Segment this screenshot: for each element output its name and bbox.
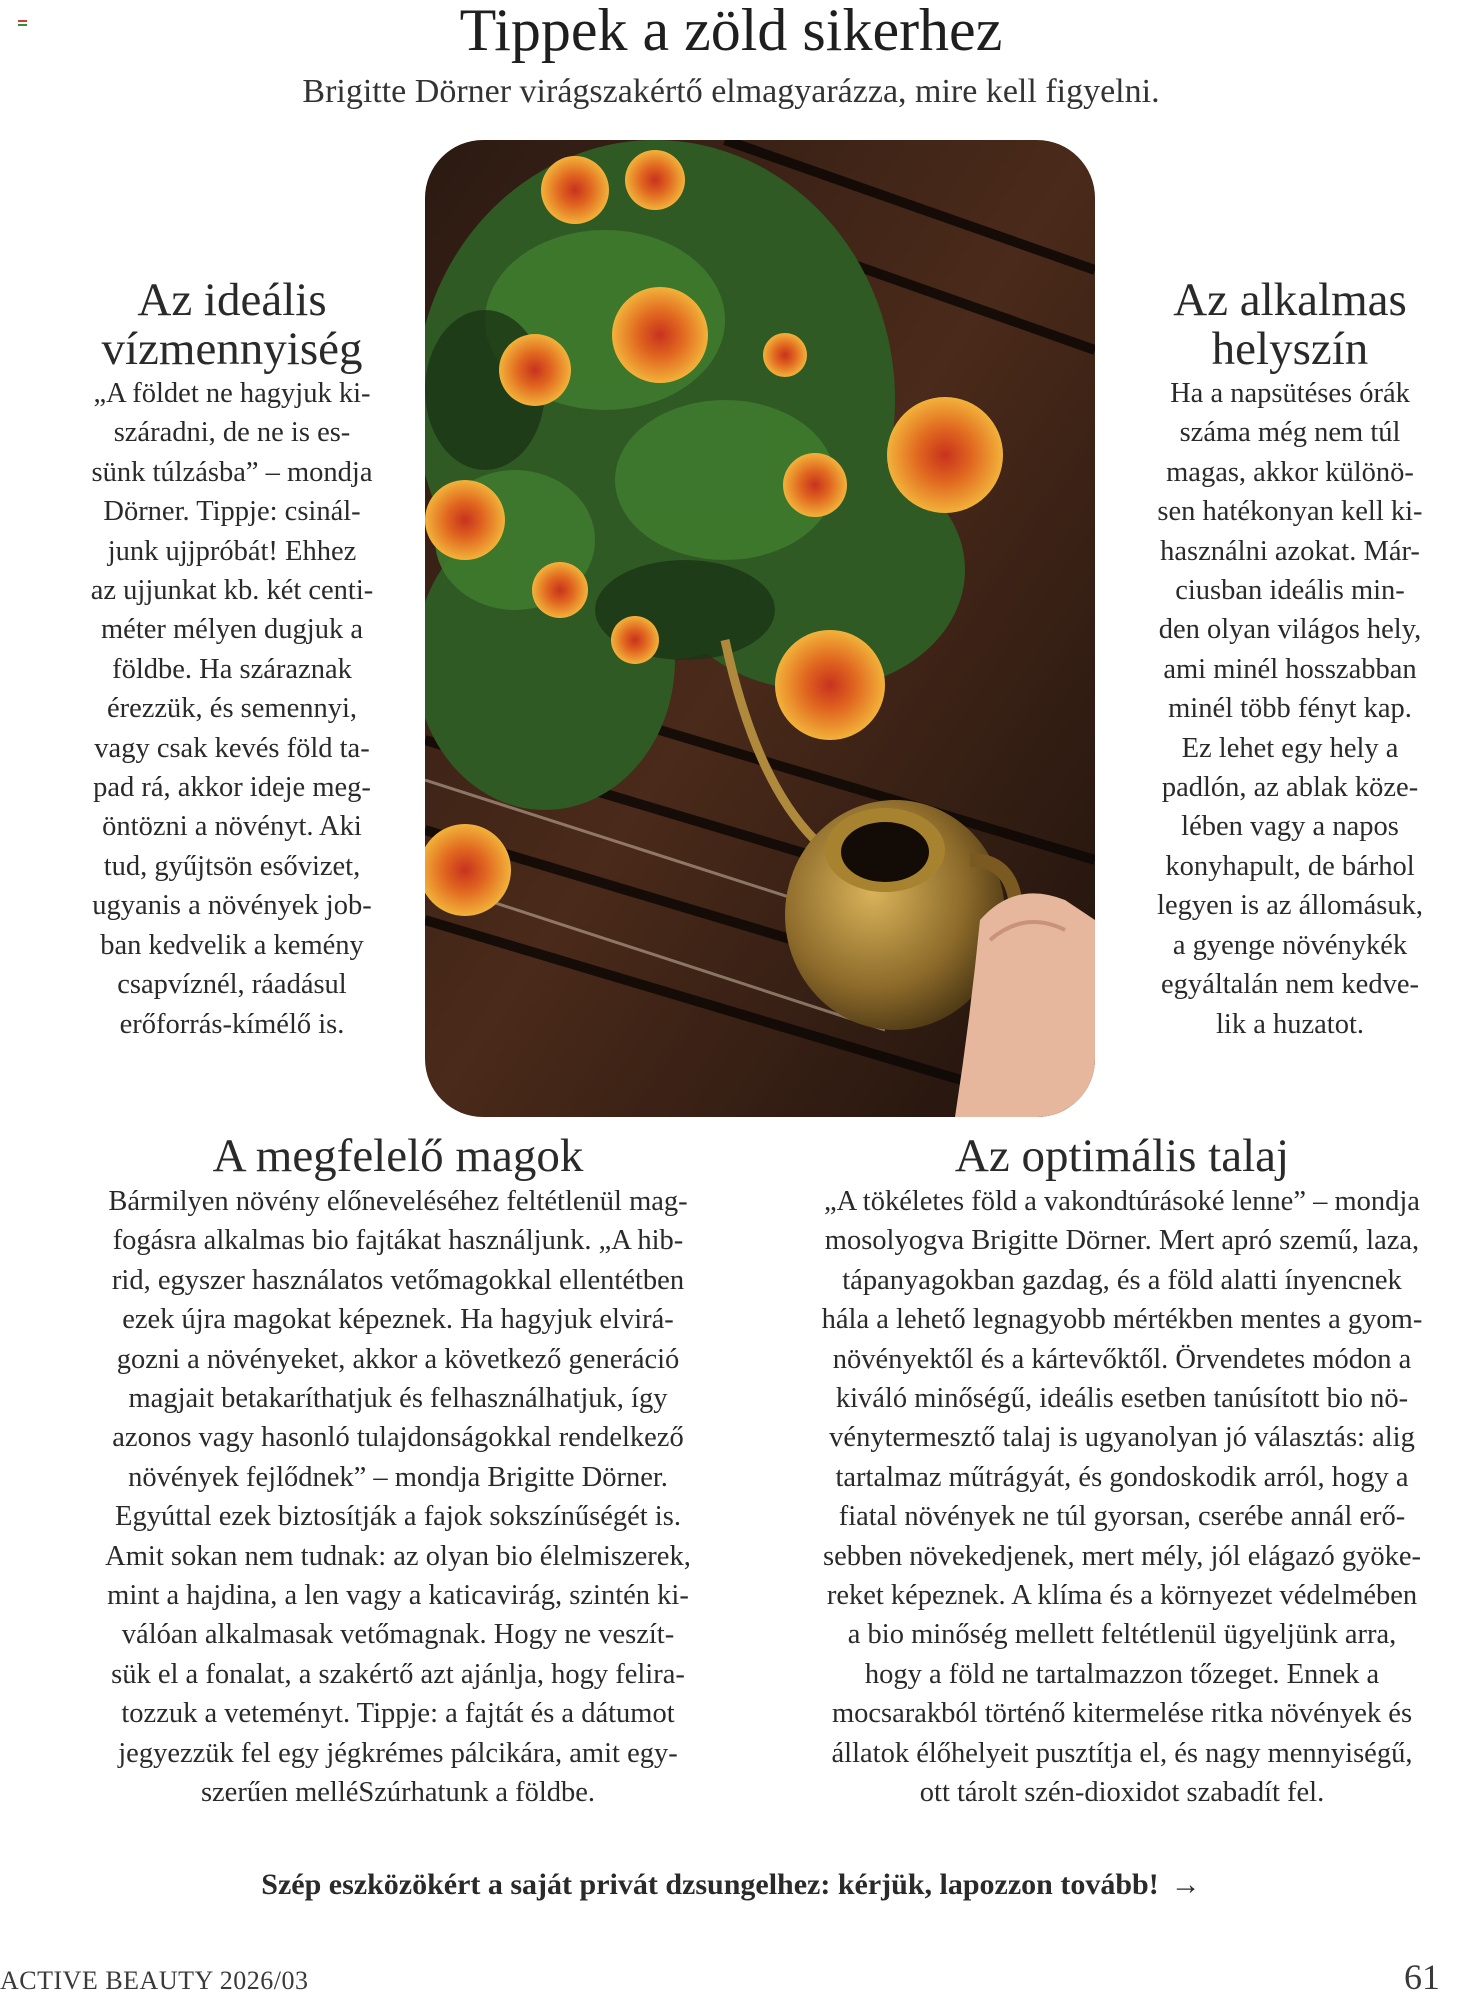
text-line: ugyanis a növények job- <box>92 890 372 922</box>
text-line: azonos vagy hasonló tulajdonságokkal rendelkező <box>112 1422 684 1454</box>
text-line: száradni, de ne is es- <box>113 417 351 449</box>
text-line: földbe. Ha száraznak <box>112 653 352 685</box>
page-subtitle: Brigitte Dörner virágszakértő elmagyarázza, mire kell figyelni. <box>302 73 1160 110</box>
text-line: tud, gyűjtsön esővizet, <box>103 850 361 882</box>
text-line: az ujjunkat kb. két centi- <box>90 575 374 607</box>
text-line: száma még nem túl <box>1179 417 1401 449</box>
text-line: sebben növekedjenek, mert mély, jól elágazó gyöke- <box>822 1540 1421 1572</box>
text-line: tartalmaz műtrágyát, és gondoskodik arról, hogy a <box>835 1461 1409 1493</box>
text-line: a bio minőség mellett feltétlenül ügyeljünk arra, <box>847 1619 1397 1651</box>
text-line: minél több fényt kap. <box>1168 693 1412 725</box>
arrow-right-icon: → <box>1170 1868 1201 1901</box>
text-line: lében vagy a napos <box>1181 811 1399 843</box>
cta-text: Szép eszközökért a saját privát dzsungelhez: kérjük, lapozzon tovább! <box>261 1868 1159 1901</box>
section-seeds-heading: A megfelelő magok <box>212 1130 584 1182</box>
text-line: mosolyogva Brigitte Dörner. Mert apró szemű, laza, <box>824 1225 1420 1257</box>
text-line: a gyenge növénykék <box>1172 929 1408 961</box>
text-line: méter mélyen dugjuk a <box>101 614 363 646</box>
section-seeds <box>68 1130 728 1813</box>
section-location-body <box>1125 374 1455 1044</box>
text-line: ciusban ideális min- <box>1175 575 1405 607</box>
text-line: ban kedvelik a kemény <box>100 929 364 961</box>
marigold-photo <box>425 140 1095 1117</box>
text-line: növények fejlődnek” – mondja Brigitte Dörner. <box>128 1461 668 1493</box>
text-line: egyáltalán nem kedve- <box>1161 969 1419 1001</box>
text-line: legyen is az állomásuk, <box>1157 890 1423 922</box>
text-line: den olyan világos hely, <box>1158 614 1422 646</box>
text-line: sen hatékonyan kell ki- <box>1157 496 1423 528</box>
section-soil <box>782 1130 1462 1813</box>
text-line: gozni a növényeket, akkor a következő generáció <box>116 1343 680 1375</box>
text-line: ami minél hosszabban <box>1163 653 1417 685</box>
section-location-heading <box>1125 276 1455 374</box>
text-line: öntözni a növényt. Aki <box>102 811 362 843</box>
text-line: Ha a napsütéses órák <box>1170 378 1410 409</box>
text-line: „A tökéletes föld a vakondtúrásoké lenne” – mondja <box>824 1186 1420 1217</box>
text-line: Bármilyen növény előneveléséhez feltétlenül mag- <box>108 1186 688 1217</box>
heading-line: Az alkalmas <box>1173 274 1407 326</box>
text-line: növényektől és a kártevőktől. Örvendetes módon a <box>832 1343 1412 1375</box>
text-line: szerűen melléSzúrhatunk a földbe. <box>200 1777 596 1809</box>
text-line: fiatal növények ne túl gyorsan, cserébe annál erő- <box>838 1501 1406 1533</box>
text-line: mocsarakból történő kitermelése ritka növények és <box>831 1698 1413 1730</box>
text-line: ott tárolt szén-dioxidot szabadít fel. <box>919 1777 1325 1809</box>
heading-line: helyszín <box>1211 323 1369 375</box>
text-line: magas, akkor különö- <box>1166 456 1414 488</box>
text-line: állatok élőhelyeit pusztítja el, és nagy mennyiségű, <box>831 1737 1413 1769</box>
page-title: Tippek a zöld sikerhez <box>459 0 1003 63</box>
text-line: „A földet ne hagyjuk ki- <box>93 378 371 409</box>
section-water-body <box>72 374 392 1044</box>
text-line: lik a huzatot. <box>1216 1008 1364 1040</box>
text-line: tozzuk a veteményt. Tippje: a fajtát és a dátumot <box>121 1698 675 1730</box>
text-line: Dörner. Tippje: csinál- <box>103 496 361 528</box>
text-line: pad rá, akkor ideje meg- <box>93 772 371 804</box>
section-seeds-body <box>68 1182 728 1813</box>
text-line: csapvíznél, ráadásul <box>117 969 347 1001</box>
heading-line: vízmennyiség <box>101 323 363 375</box>
magazine-issue: ACTIVE BEAUTY 2026/03 <box>0 1966 309 1995</box>
text-line: fogásra alkalmas bio fajtákat használjunk. „A hib- <box>112 1225 684 1257</box>
text-line: ezek újra magokat képeznek. Ha hagyjuk elvirá- <box>122 1304 674 1336</box>
text-line: hogy a föld ne tartalmazzon tőzeget. Ennek a <box>864 1658 1380 1690</box>
text-line: érezzük, és semennyi, <box>106 693 358 725</box>
text-line: jegyezzük fel egy jégkrémes pálcikára, amit egy- <box>118 1737 678 1769</box>
text-line: rid, egyszer használatos vetőmagokkal ellentétben <box>111 1264 685 1296</box>
section-water <box>72 276 392 1044</box>
section-water-heading <box>72 276 392 374</box>
heading-line: Az ideális <box>137 274 327 326</box>
section-soil-body <box>782 1182 1462 1813</box>
marigold-watering-can-image <box>425 140 1095 1117</box>
text-line: padlón, az ablak köze- <box>1161 772 1419 804</box>
text-line: hála a lehető legnagyobb mértékben mentes a gyom- <box>821 1304 1423 1336</box>
text-line: Ez lehet egy hely a <box>1181 732 1399 764</box>
page-number: 61 <box>1404 1957 1440 1997</box>
text-line: vagy csak kevés föld ta- <box>94 732 370 764</box>
text-line: reket képeznek. A klíma és a környezet védelmében <box>826 1580 1418 1612</box>
text-line: magjait betakaríthatjuk és felhasználhatjuk, így <box>128 1383 668 1415</box>
text-line: Amit sokan nem tudnak: az olyan bio élelmiszerek, <box>105 1540 691 1572</box>
text-line: tápanyagokban gazdag, és a föld alatti ínyencnek <box>842 1264 1402 1296</box>
text-line: Egyúttal ezek biztosítják a fajok sokszínűségét is. <box>115 1501 681 1533</box>
text-line: válóan alkalmasak vetőmagnak. Hogy ne veszít- <box>121 1619 675 1651</box>
text-line: vénytermesztő talaj is ugyanolyan jó választás: alig <box>829 1422 1415 1454</box>
section-soil-heading: Az optimális talaj <box>954 1130 1290 1182</box>
text-line: sük el a fonalat, a szakértő azt ajánlja, hogy felira- <box>111 1658 685 1690</box>
text-line: kiváló minőségű, ideális esetben tanúsított bio nö- <box>835 1383 1409 1415</box>
continue-reading-note <box>0 1868 1462 1902</box>
text-line: konyhapult, de bárhol <box>1165 850 1415 882</box>
text-line: használni azokat. Már- <box>1160 535 1420 567</box>
text-line: erőforrás-kímélő is. <box>119 1008 345 1040</box>
section-location <box>1125 276 1455 1044</box>
text-line: junk ujjpróbát! Ehhez <box>107 535 357 567</box>
text-line: mint a hajdina, a len vagy a katicavirág, szintén ki- <box>107 1580 689 1612</box>
text-line: sünk túlzásba” – mondja <box>91 456 373 488</box>
